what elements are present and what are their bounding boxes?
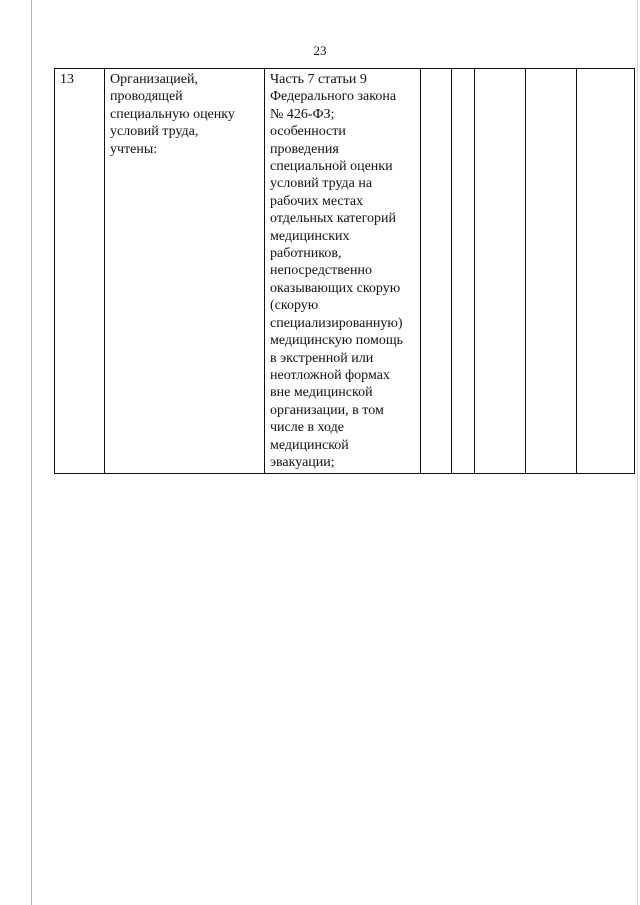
table-row <box>55 69 635 474</box>
page-number: 23 <box>313 43 327 58</box>
answer-yes-cell <box>421 69 452 474</box>
answer-na-cell <box>475 69 526 474</box>
legal-basis-cell <box>265 69 421 474</box>
row-number-cell <box>55 69 105 474</box>
scan-edge-left <box>31 0 32 905</box>
question-text: Организацией, проводящей специальную оценку условий труда, учтены: <box>110 72 235 157</box>
row-number: 13 <box>60 72 74 87</box>
remarks-cell <box>577 69 635 474</box>
question-cell <box>105 69 265 474</box>
notes-cell <box>526 69 577 474</box>
legal-basis-text: Часть 7 статьи 9 Федерального закона № 426-ФЗ; особенности проведения специальной оценки условий труда на рабочих местах отдельных категорий медицинских работников, непосредственно оказывающих скорую (скорую специализированную) медицинскую помощь в экстренной или неотложной формах вне медицинской организации, в том числе в ходе медицинской эвакуации; <box>270 72 404 470</box>
answer-no-cell <box>452 69 475 474</box>
checklist-table <box>54 68 635 474</box>
scan-edge-right <box>637 0 638 905</box>
